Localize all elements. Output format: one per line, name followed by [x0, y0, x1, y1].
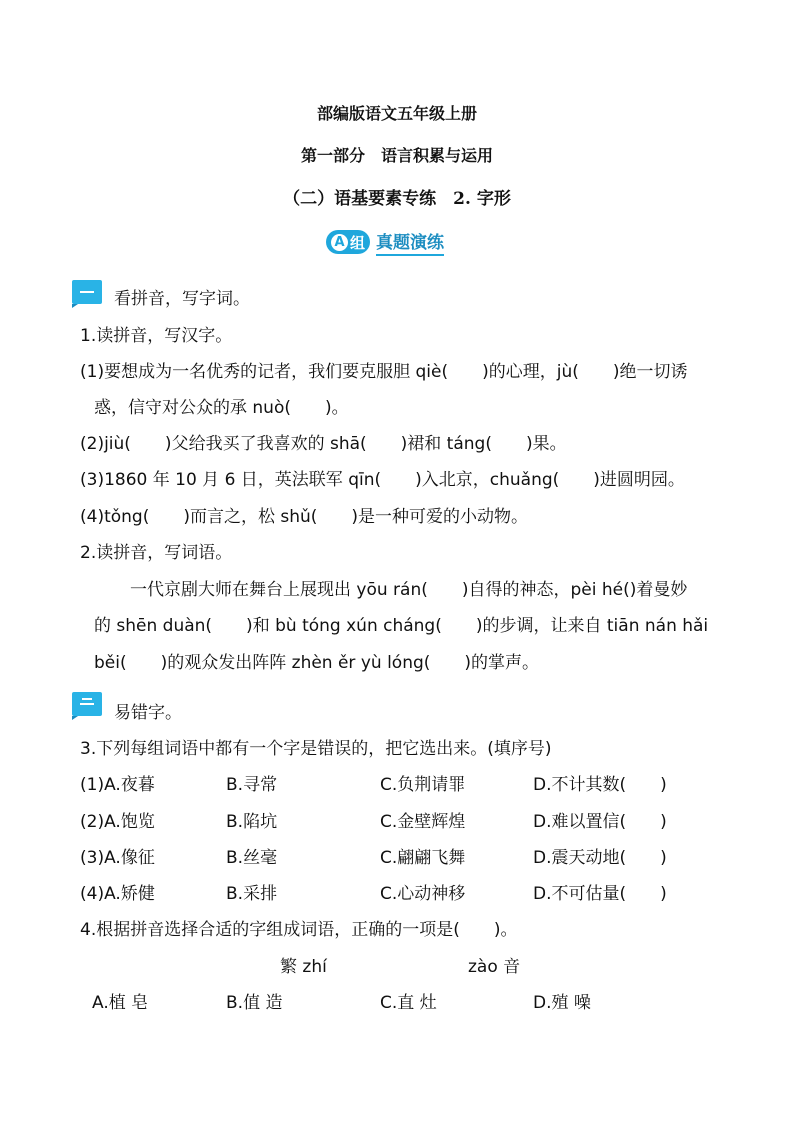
group-label: 组	[349, 233, 365, 252]
q2-line: běi( )的观众发出阵阵 zhèn ěr yù lóng( )的掌声。	[94, 653, 540, 673]
q1-item: 惑，信守对公众的承 nuò( )。	[94, 398, 349, 418]
book-title: 部编版语文五年级上册	[316, 104, 477, 123]
group-pill	[326, 230, 370, 254]
q4-prompt-right: zào 音	[468, 957, 521, 977]
q3-option: C.翩翩飞舞	[380, 848, 466, 868]
q3-option: B.陷坑	[226, 812, 278, 832]
q2-line: 的 shēn duàn( )和 bù tóng xún cháng( )的步调，让来自 tiān nán hǎi	[94, 616, 709, 636]
q3-option: B.寻常	[226, 775, 278, 795]
group-letter: A	[331, 234, 348, 251]
q3-option: D.难以置信( )	[533, 812, 667, 832]
q3-option: C.金壁辉煌	[380, 812, 466, 832]
q4-prompt-left: 繁 zhí	[280, 957, 327, 977]
q3-option: (2)A.饱览	[80, 812, 155, 832]
section-two-icon	[72, 692, 102, 716]
q3-option: D.不计其数( )	[533, 775, 667, 795]
q3-title: 3.下列每组词语中都有一个字是错误的，把它选出来。(填序号)	[80, 739, 552, 759]
q3-option: B.丝毫	[226, 848, 278, 868]
part-title: 第一部分 语言积累与运用	[300, 146, 493, 165]
q4-option: A.植 皂	[92, 993, 149, 1013]
q1-item: (4)tǒng( )而言之，松 shǔ( )是一种可爱的小动物。	[80, 507, 529, 527]
q1-item: (2)jiù( )父给我买了我喜欢的 shā( )裙和 táng( )果。	[80, 434, 567, 454]
q3-option: (4)A.矫健	[80, 884, 155, 904]
q3-option: C.心动神移	[380, 884, 466, 904]
q3-option: (1)A.夜暮	[80, 775, 155, 795]
q4-option: C.直 灶	[380, 993, 437, 1013]
q3-option: (3)A.像征	[80, 848, 155, 868]
q3-option: C.负荆请罪	[380, 775, 466, 795]
q4-option: D.殖 噪	[533, 993, 591, 1013]
q1-item: (1)要想成为一名优秀的记者，我们要克服胆 qiè( )的心理，jù( )绝一切诱	[80, 362, 688, 382]
q3-option: D.不可估量( )	[533, 884, 667, 904]
q1-title: 1.读拼音，写汉字。	[80, 326, 233, 346]
q4-option: B.值 造	[226, 993, 283, 1013]
q2-title: 2.读拼音，写词语。	[80, 543, 233, 563]
q2-line: 一代京剧大师在舞台上展现出 yōu rán( )自得的神态，pèi hé()着曼妙	[130, 580, 688, 600]
unit-title: （二）语基要素专练 2. 字形	[283, 189, 511, 209]
group-badge	[326, 228, 444, 256]
q4-title: 4.根据拼音选择合适的字组成词语，正确的一项是( )。	[80, 920, 518, 940]
q1-item: (3)1860 年 10 月 6 日，英法联军 qīn( )入北京，chuǎng( )进圆明园。	[80, 470, 685, 490]
section-one-icon	[72, 280, 102, 304]
section-two-title: 易错字。	[114, 703, 182, 723]
section-one-title: 看拼音，写字词。	[114, 289, 250, 309]
group-title: 真题演练	[376, 228, 444, 256]
q3-option: B.采排	[226, 884, 278, 904]
q3-option: D.震天动地( )	[533, 848, 667, 868]
